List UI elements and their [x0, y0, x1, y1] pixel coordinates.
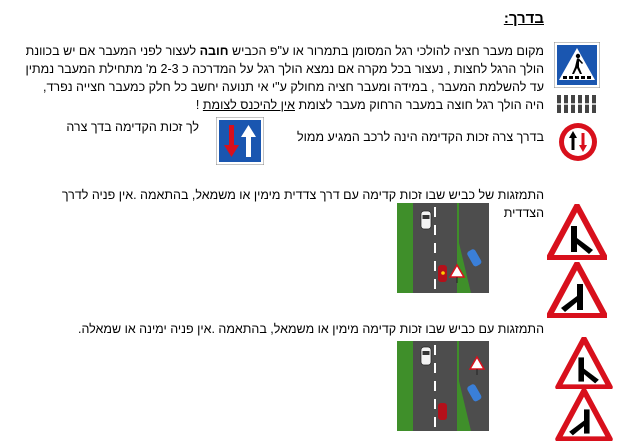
- narrow-road-sign-caption: לך זכות הקדימה בדך צרה: [66, 120, 199, 134]
- narrow-road-text: בדרך צרה זכות הקדימה הינה לרכב המגיע ממול: [297, 130, 544, 144]
- merge-from-right-warning-icon: [547, 204, 607, 260]
- crosswalk-sign-icon: [554, 42, 600, 88]
- priority-over-oncoming-icon: [216, 117, 264, 165]
- crosswalk-text-middle: לעצור לפני המעבר אם יש בכוונת הולך הרגל לחצות , נעצור בכל מקרה אם נמצא הולך רגל על המדרכה כ 2-3 מ' מתחילת המעבר נמתין עד להשלמת המעבר , במידה ומעבר חציה מחולק ע"י אי תנועה יחשב כל חלק כמעבר חצייה נפרד, היה הולך רגל חוצה במעבר הרחוק מעבר לצומת: [25, 44, 544, 112]
- crosswalk-underlined-warning: אין להיכנס לצומת: [202, 98, 295, 112]
- merge-from-left-warning-icon: [555, 389, 613, 441]
- crosswalk-bold-word: חובה: [199, 44, 229, 58]
- crosswalk-text-start: מקום מעבר חציה להולכי רגל המסומן בתמרור או ע"פ הכביש: [228, 44, 544, 58]
- merge-road-diagram-second: [397, 341, 489, 431]
- merge-no-turn-text: התמזגות עם כביש שבו זכות קדימה מימין או משמאל, בהתאמה .אין פניה ימינה או שמאלה.: [78, 322, 544, 336]
- crosswalk-text-end: !: [195, 98, 203, 112]
- merge-road-diagram: [397, 203, 489, 293]
- no-entry-oncoming-priority-icon: [558, 122, 598, 162]
- merge-from-right-warning-icon: [555, 337, 613, 389]
- merge-side-road-text: התמזגות של כביש שבו זכות קדימה עם דרך צדדית מימין או משמאל, בהתאמה .אין פניה לדרך הצדדית: [61, 188, 544, 220]
- merge-from-left-warning-icon: [547, 262, 607, 318]
- crosswalk-paragraph: [24, 42, 544, 114]
- crosswalk-road-marking-icon: [556, 94, 600, 114]
- page-title: בדרך:: [503, 10, 544, 27]
